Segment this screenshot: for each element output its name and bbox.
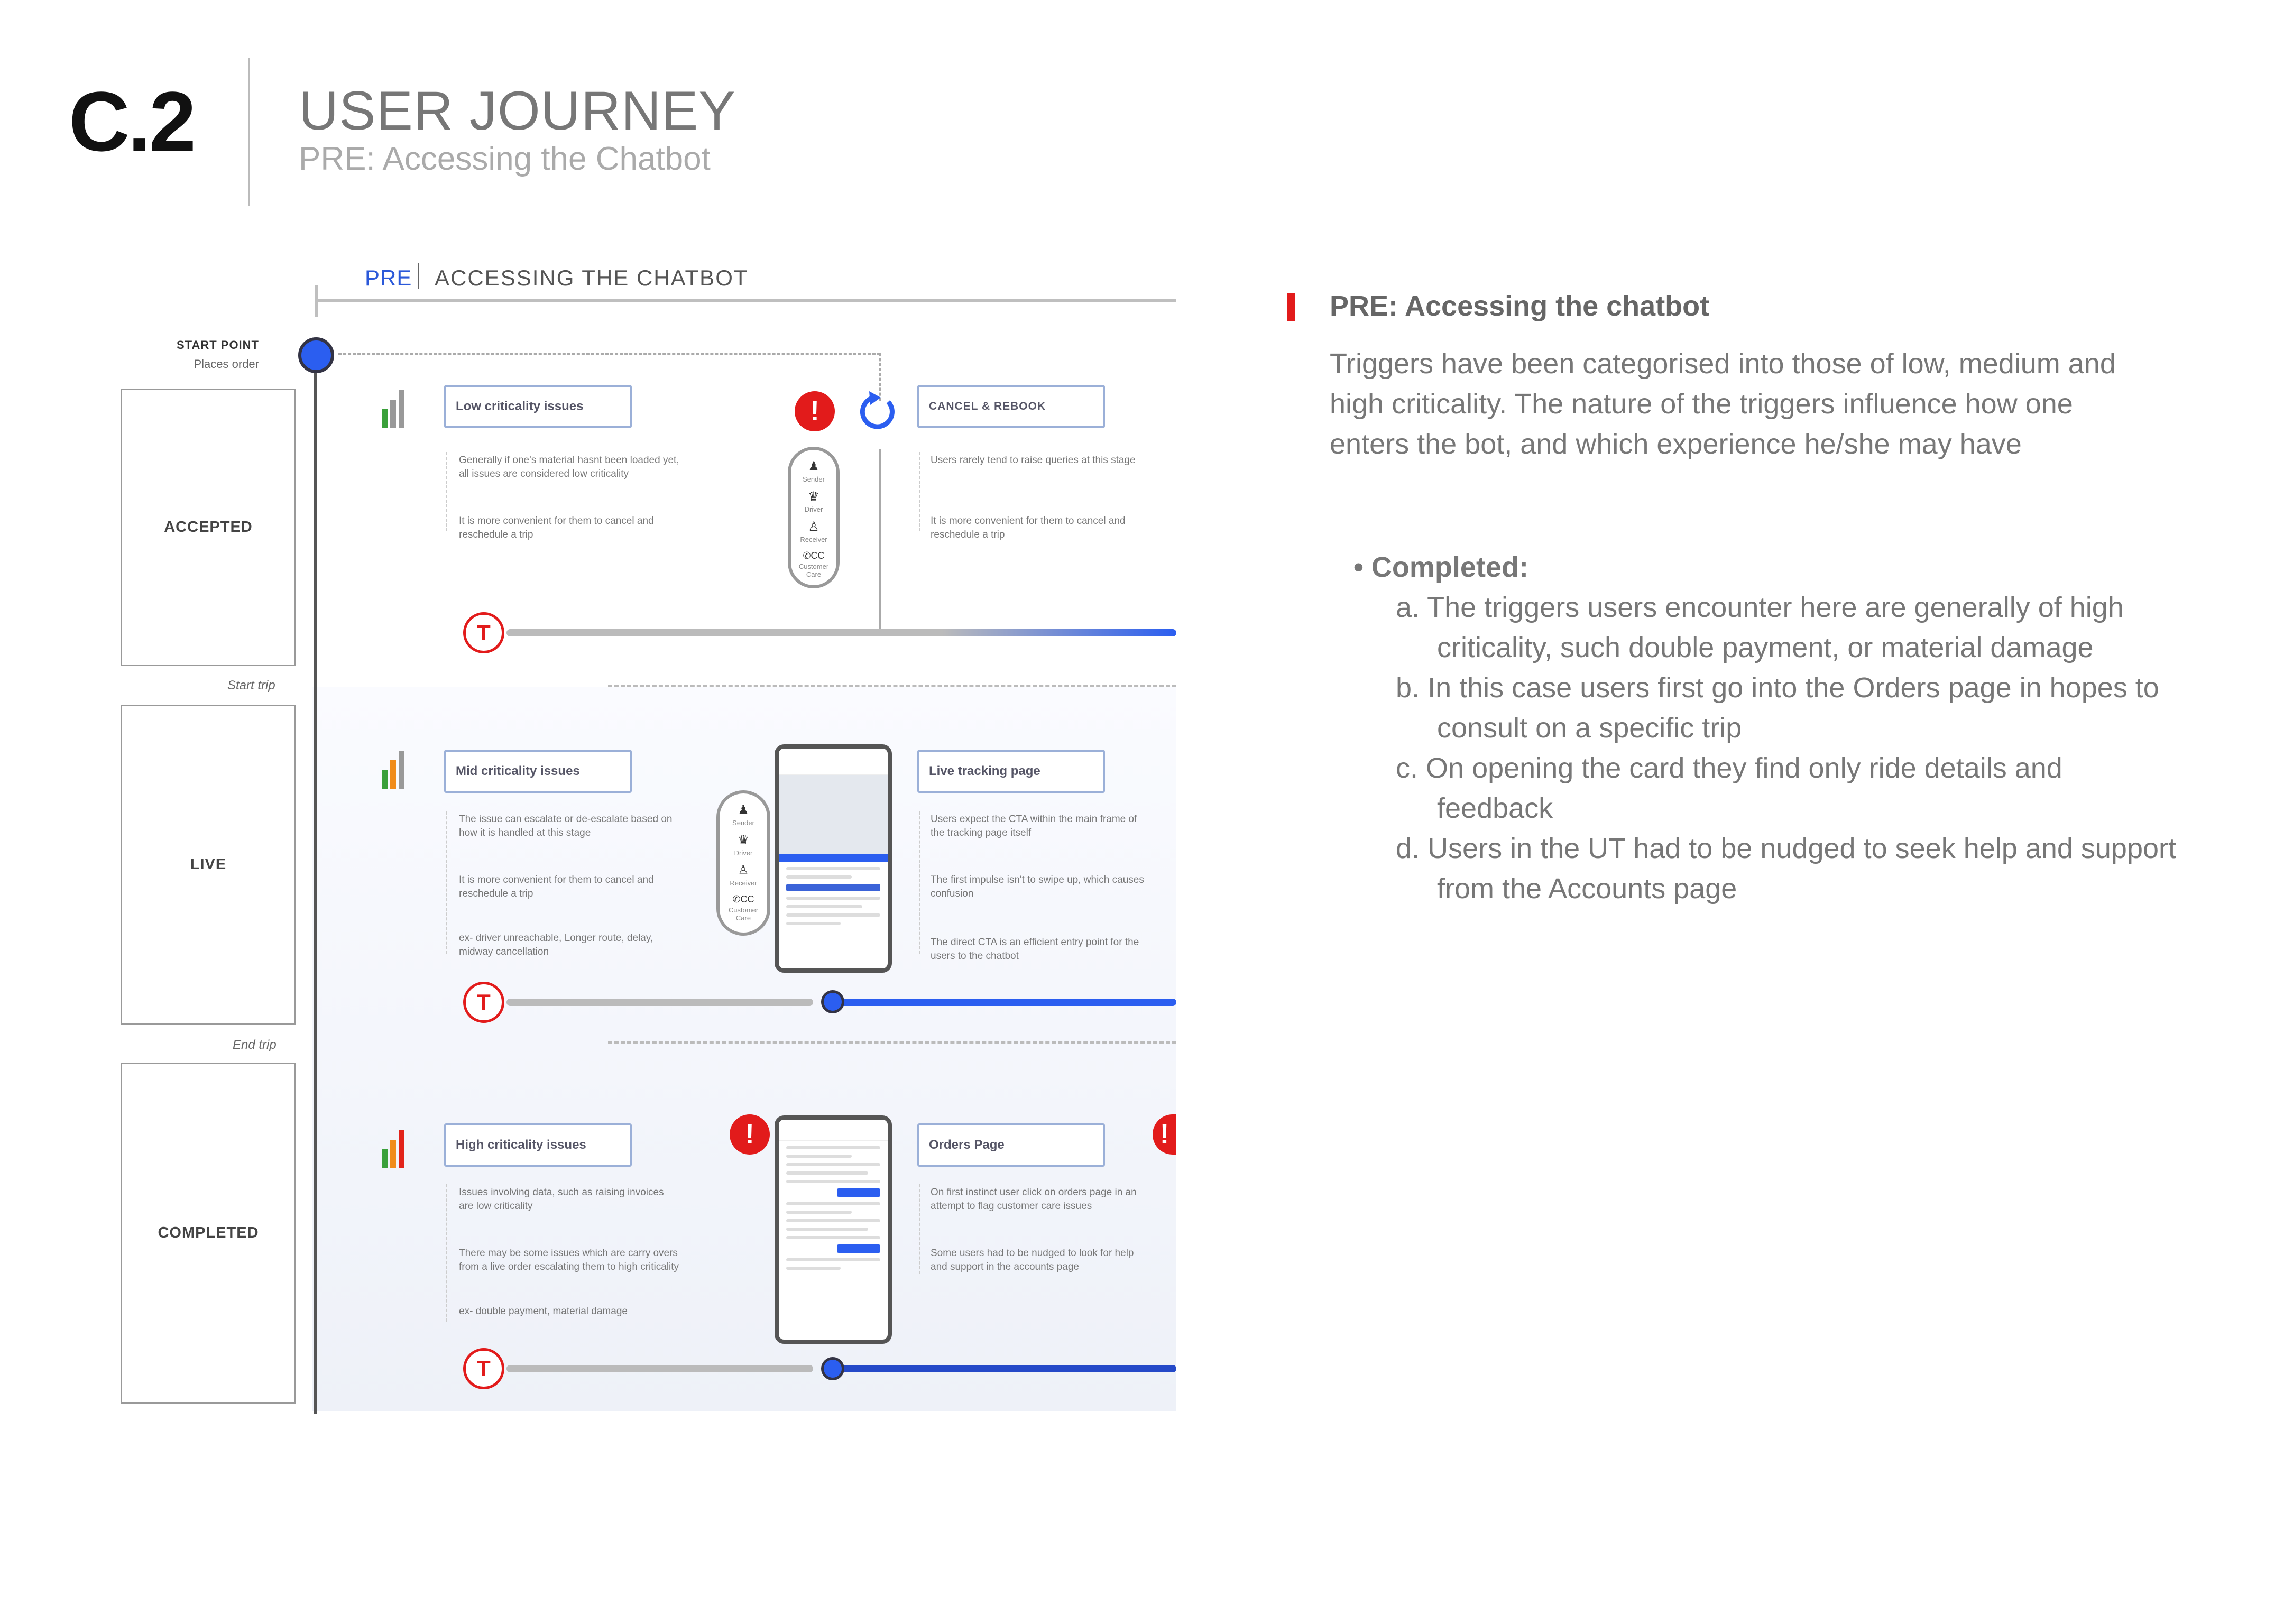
stage-live: LIVE	[121, 705, 296, 1025]
notes-connector	[919, 1184, 920, 1274]
outcome-card-live-tracking: Live tracking page	[917, 750, 1105, 793]
issue-note: It is more convenient for them to cancel and reschedule a trip	[459, 874, 654, 899]
notes-connector	[446, 452, 447, 531]
stage-separator	[608, 685, 1176, 687]
issue-note: ex- double payment, material damage	[459, 1306, 628, 1317]
progress-marker	[821, 1357, 844, 1380]
contact-cc: CC	[811, 550, 825, 561]
driver-icon: ♛	[738, 833, 749, 847]
side-panel-title: PRE: Accessing the chatbot	[1330, 290, 1710, 322]
rebook-loop-line	[338, 353, 880, 355]
exclamation-icon: !	[1153, 1114, 1176, 1155]
issue-note: The issue can escalate or de-escalate based on how it is handled at this stage	[459, 814, 673, 838]
contact-label: Receiver	[800, 536, 827, 543]
trigger-icon: T	[463, 982, 504, 1023]
contact-label: Receiver	[730, 879, 757, 887]
stage-separator	[608, 1041, 1176, 1044]
item-marker: b.	[1396, 672, 1420, 704]
progress-track-active	[835, 999, 1176, 1006]
refresh-icon	[858, 390, 899, 431]
sender-icon: ♟	[808, 459, 819, 474]
progress-track-active	[835, 1365, 1176, 1372]
issue-card-high: High criticality issues	[444, 1123, 632, 1167]
diagram-tag-divider	[418, 263, 419, 289]
outcome-note: Users expect the CTA within the main frame of the tracking page itself	[931, 814, 1137, 838]
side-panel-bullet: • Completed:	[1353, 551, 1528, 583]
phone-header	[779, 1120, 888, 1141]
phone-cta	[837, 1244, 880, 1253]
outcome-card-orders: Orders Page	[917, 1123, 1105, 1167]
phone-banner	[779, 854, 888, 862]
receiver-icon: ♙	[738, 863, 749, 878]
stage-completed: COMPLETED	[121, 1063, 296, 1404]
criticality-bars-icon	[382, 390, 404, 428]
side-panel-item	[1396, 587, 2178, 668]
contact-label: Driver	[804, 505, 823, 513]
timeline-horizontal	[315, 299, 1176, 302]
contact-label: Sender	[803, 475, 825, 483]
receiver-icon: ♙	[808, 520, 819, 534]
orders-page-phone-mockup	[775, 1115, 892, 1344]
outcome-card-cancel-rebook: CANCEL & REBOOK	[917, 385, 1105, 428]
side-panel-bullet-label: Completed:	[1371, 551, 1528, 583]
timeline-vertical	[314, 352, 317, 1414]
phone-map	[779, 775, 888, 854]
side-panel-marker	[1287, 293, 1295, 321]
side-panel-item	[1396, 828, 2178, 909]
side-panel-list	[1353, 547, 2178, 909]
sender-icon: ♟	[738, 803, 749, 817]
section-number: C.2	[69, 74, 194, 169]
progress-track	[506, 629, 1176, 636]
exclamation-icon: !	[730, 1114, 770, 1155]
phone-icon: ✆CC	[732, 894, 754, 905]
progress-track-pending	[506, 1365, 813, 1372]
item-marker: c.	[1396, 752, 1419, 784]
contact-label: Driver	[734, 849, 753, 857]
transition-end-trip: End trip	[233, 1038, 277, 1052]
contacts-pill	[788, 447, 840, 588]
phone-header	[779, 749, 888, 775]
stage-accepted: ACCEPTED	[121, 389, 296, 666]
live-tracking-phone-mockup	[775, 744, 892, 973]
issue-card-low: Low criticality issues	[444, 385, 632, 428]
progress-track-pending	[506, 999, 813, 1006]
contact-cc: CC	[740, 894, 754, 905]
diagram-title: ACCESSING THE CHATBOT	[435, 265, 749, 290]
diagram-tag: PRE	[365, 265, 412, 290]
rebook-loop-arrow	[879, 449, 881, 629]
issue-note: There may be some issues which are carry overs from a live order escalating them to high criticality	[459, 1248, 679, 1272]
outcome-note: Users rarely tend to raise queries at this stage	[931, 455, 1136, 466]
header-divider	[248, 58, 250, 206]
item-text: On opening the card they find only ride details and feedback	[1426, 752, 2062, 824]
trigger-icon: T	[463, 1348, 504, 1389]
phone-cta	[837, 1188, 880, 1197]
notes-connector	[446, 811, 447, 954]
outcome-note: On first instinct user click on orders page in an attempt to flag customer care issues	[931, 1187, 1137, 1212]
start-point-label: START POINT	[176, 338, 259, 352]
notes-connector	[919, 811, 920, 954]
phone-cta	[786, 884, 880, 891]
item-marker: a.	[1396, 592, 1420, 623]
outcome-note: It is more convenient for them to cancel and reschedule a trip	[931, 515, 1126, 540]
contact-label: Sender	[732, 819, 754, 827]
issue-note: Issues involving data, such as raising invoices are low criticality	[459, 1187, 664, 1212]
page-subtitle: PRE: Accessing the Chatbot	[299, 141, 711, 177]
criticality-bars-icon	[382, 1130, 404, 1168]
item-text: The triggers users encounter here are generally of high criticality, such double payment, or material damage	[1427, 592, 2124, 663]
contact-label: Customer Care	[728, 906, 759, 922]
contact-label: Customer Care	[798, 562, 829, 578]
item-text: In this case users first go into the Orders page in hopes to consult on a specific trip	[1428, 672, 2159, 744]
contacts-pill	[716, 790, 770, 936]
outcome-note: Some users had to be nudged to look for help and support in the accounts page	[931, 1248, 1134, 1272]
side-panel-item	[1396, 748, 2178, 828]
outcome-note: The direct CTA is an efficient entry point for the users to the chatbot	[931, 937, 1139, 962]
exclamation-icon: !	[795, 391, 835, 431]
criticality-bars-icon	[382, 751, 404, 789]
item-marker: d.	[1396, 833, 1420, 864]
driver-icon: ♛	[808, 490, 819, 504]
notes-connector	[446, 1184, 447, 1322]
phone-icon: ✆CC	[803, 550, 825, 561]
outcome-note: The first impulse isn't to swipe up, which causes confusion	[931, 874, 1144, 899]
issue-note: ex- driver unreachable, Longer route, delay, midway cancellation	[459, 933, 653, 957]
transition-start-trip: Start trip	[227, 678, 275, 693]
issue-note: It is more convenient for them to cancel and reschedule a trip	[459, 515, 654, 540]
issue-note: Generally if one's material hasnt been loaded yet, all issues are considered low criticality	[459, 455, 679, 479]
start-point-dot	[298, 337, 334, 373]
side-panel-intro: Triggers have been categorised into those of low, medium and high criticality. The nature of the triggers influence how one enters the bot, and which experience he/she may have	[1330, 348, 2116, 460]
timeline-tick	[315, 285, 318, 317]
progress-marker	[821, 990, 844, 1013]
page-title: USER JOURNEY	[299, 80, 736, 142]
trigger-icon: T	[463, 612, 504, 653]
item-text: Users in the UT had to be nudged to seek help and support from the Accounts page	[1428, 833, 2177, 905]
issue-card-mid: Mid criticality issues	[444, 750, 632, 793]
start-point-sub: Places order	[194, 357, 259, 371]
notes-connector	[919, 452, 920, 531]
side-panel-item	[1396, 668, 2178, 748]
